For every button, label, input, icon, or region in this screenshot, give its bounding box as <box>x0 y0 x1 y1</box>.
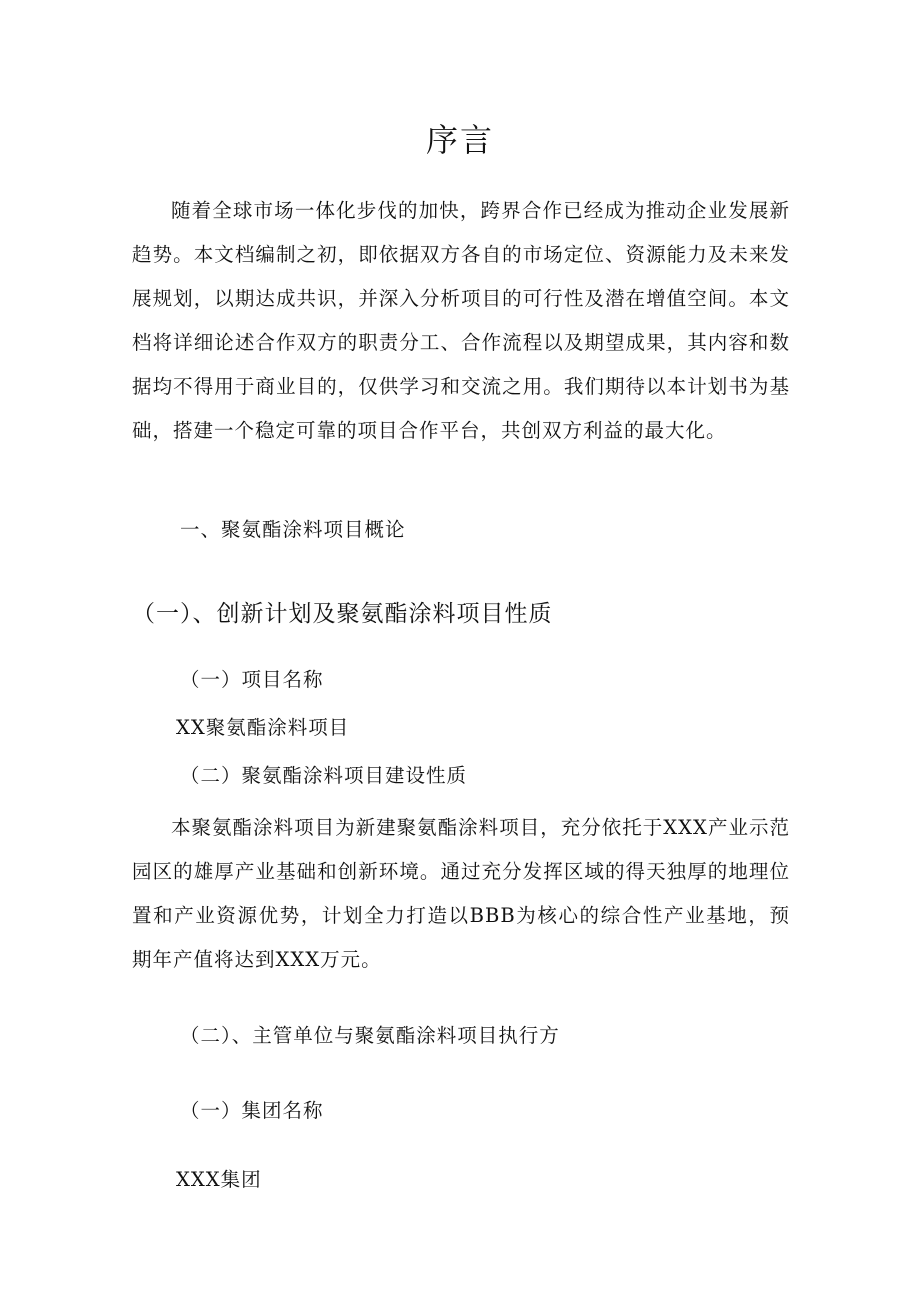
item-label-group-name: （一）集团名称 <box>180 1099 324 1122</box>
section-heading-1: （一）、创新计划及聚氨酯涂料项目性质 <box>132 601 553 627</box>
item-label-project-name: （一）项目名称 <box>180 668 324 691</box>
chapter-heading: 一、聚氨酯涂料项目概论 <box>180 518 406 541</box>
construction-nature-paragraph: 本聚氨酯涂料项目为新建聚氨酯涂料项目，充分依托于XXX产业示范园区的雄厚产业基础和创新环境。通过充分发挥区域的得天独厚的地理位置和产业资源优势，计划全力打造以BBB为核心的综合性产业基地，预期年产值将达到XXX万元。 <box>132 816 790 971</box>
preface-paragraph: 随着全球市场一体化步伐的加快，跨界合作已经成为推动企业发展新趋势。本文档编制之初，即依据双方各自的市场定位、资源能力及未来发展规划，以期达成共识，并深入分析项目的可行性及潜在增值空间。本文档将详细论述合作双方的职责分工、合作流程以及期望成果，其内容和数据均不得用于商业目的，仅供学习和交流之用。我们期待以本计划书为基础，搭建一个稳定可靠的项目合作平台，共创双方利益的最大化。 <box>132 199 790 442</box>
item-value-group-name: XXX集团 <box>176 1168 262 1191</box>
page-title: 序言 <box>425 121 494 159</box>
item-label-construction-nature: （二）聚氨酯涂料项目建设性质 <box>180 764 468 787</box>
item-value-project-name: XX聚氨酯涂料项目 <box>176 716 350 739</box>
section-heading-2: （二）、主管单位与聚氨酯涂料项目执行方 <box>180 1024 560 1047</box>
